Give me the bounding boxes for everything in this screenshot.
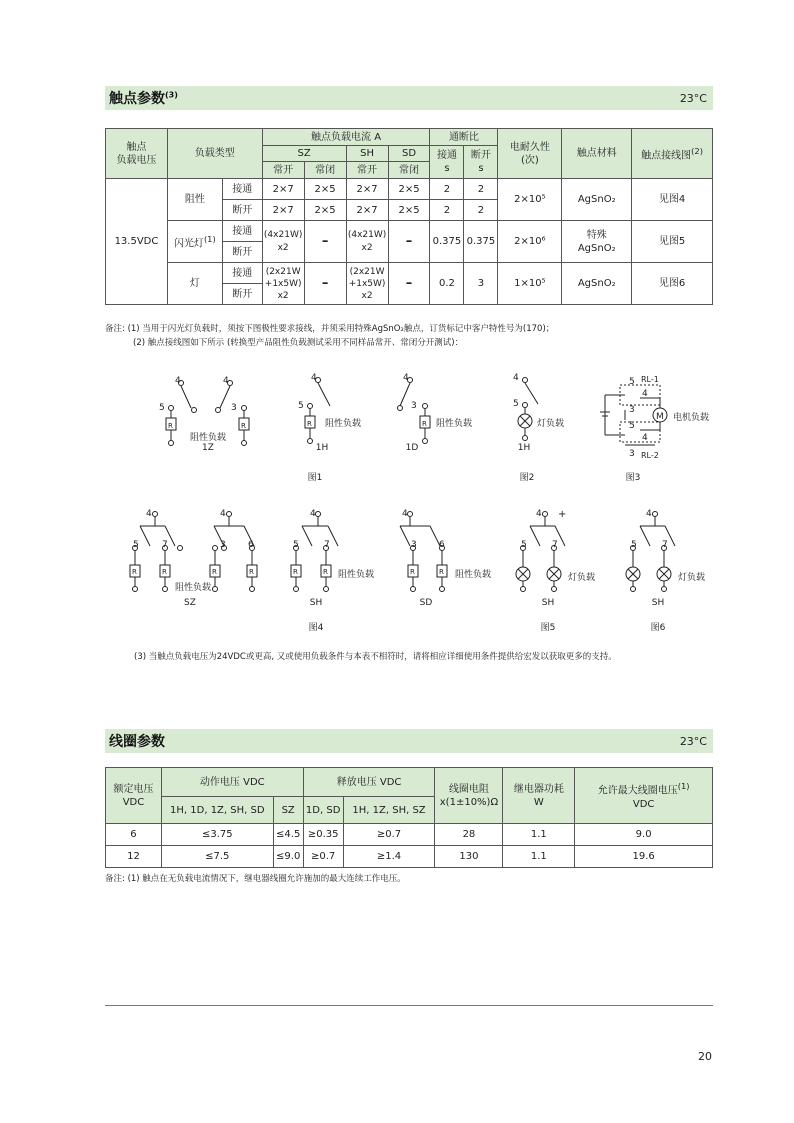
table-row — [106, 824, 713, 846]
coil-hdr-pickup: 动作电压 VDC — [161, 768, 303, 797]
resistor-r: R — [410, 568, 415, 576]
cell-r-fig: 见图4 — [632, 179, 713, 221]
pin-5: 5 — [159, 403, 165, 413]
table-cell: 1.1 — [503, 824, 575, 846]
label-res-load: 阻性负载 — [455, 570, 492, 580]
cell-l-material: AgSnO₂ — [562, 263, 632, 305]
table-cell: 12 — [106, 846, 162, 868]
note-3: (3) 当触点负载电压为24VDC或更高, 又或使用负载条件与本表不相符时，请将相应详细使用条件提供给宏发以获取更多的支持。 — [134, 652, 617, 662]
fig-5: 图5 — [540, 623, 556, 633]
pin-4: 4 — [642, 433, 648, 443]
cell-lamp: 灯 — [167, 263, 222, 305]
coil-hdr-r1: 1D, SD — [303, 797, 343, 824]
diagram-sh-lamp-6 — [626, 512, 675, 592]
cell-l-fig: 见图6 — [632, 263, 713, 305]
hdr-on: 接通 s — [430, 146, 464, 179]
pin-4: 4 — [146, 509, 152, 519]
table-cell: 2×7 — [262, 200, 304, 221]
hdr-material: 触点材料 — [562, 129, 632, 179]
cell-f-endurance: 2×10⁶ — [498, 221, 562, 263]
pin-4: 4 — [402, 509, 408, 519]
table-cell: 6 — [106, 824, 162, 846]
pin-4: 4 — [310, 509, 316, 519]
table-cell: ≥1.4 — [343, 846, 435, 868]
cell-l-sh: (2x21W +1x5W) x2 — [346, 263, 388, 305]
coil-hdr-r2: 1H, 1Z, SH, SZ — [343, 797, 435, 824]
diagram-1h — [305, 378, 330, 444]
pin-4: 4 — [646, 509, 652, 519]
hdr-sh: SH — [346, 146, 388, 162]
resistor-r: R — [439, 568, 444, 576]
table-cell: 2 — [464, 179, 498, 200]
pin-3: 3 — [629, 449, 635, 459]
pin-5: 5 — [513, 399, 519, 409]
fig-6: 图6 — [650, 623, 666, 633]
cell-l-endurance: 1×10⁵ — [498, 263, 562, 305]
hdr-sz: SZ — [262, 146, 346, 162]
cell-dash: – — [388, 263, 430, 305]
pin-3: 3 — [411, 401, 417, 411]
label-res-load: 阻性负载 — [325, 419, 362, 429]
pin-4: 4 — [223, 376, 229, 386]
hdr-off: 断开 s — [464, 146, 498, 179]
cell-dash: – — [304, 263, 346, 305]
cell-make: 接通 — [222, 263, 262, 284]
pin-7: 7 — [324, 540, 330, 550]
label-lamp-load: 灯负载 — [678, 573, 706, 583]
pin-7: 7 — [162, 540, 168, 550]
pin-4: 4 — [513, 373, 519, 383]
diagram-1h-lamp — [518, 378, 538, 441]
cell-voltage: 13.5VDC — [106, 179, 168, 305]
pin-5: 5 — [133, 540, 139, 550]
cell-r-endurance: 2×10⁵ — [498, 179, 562, 221]
note-2: (2) 触点接线图如下所示 (转换型产品阻性负载测试采用不同样品常开、常闭分开测试)： — [133, 338, 464, 348]
coil-table — [105, 767, 713, 868]
cell-l-on: 0.2 — [430, 263, 464, 305]
pin-4: 4 — [311, 373, 317, 383]
resistor-r: R — [422, 420, 427, 428]
table-cell: 130 — [435, 846, 503, 868]
cell-dash: – — [388, 221, 430, 263]
label-rl2: RL-2 — [641, 451, 659, 460]
cell-f-fig: 见图5 — [632, 221, 713, 263]
coil-hdr-power: 继电器功耗 W — [503, 768, 575, 824]
hdr-sz-no: 常开 — [262, 162, 304, 179]
footer-divider — [105, 1005, 713, 1006]
pin-5: 5 — [629, 377, 635, 387]
pin-5: 5 — [298, 401, 304, 411]
table-cell: ≤4.5 — [273, 824, 303, 846]
label-plus: + — [558, 509, 567, 520]
label-rl1: RL-1 — [641, 375, 659, 384]
fig-2: 图2 — [519, 473, 535, 483]
coil-section-title: 线圈参数 — [109, 734, 165, 750]
label-1z: 1Z — [202, 443, 214, 453]
cell-r-material: AgSnO₂ — [562, 179, 632, 221]
label-sd: SD — [419, 598, 433, 608]
cell-flash: 闪光灯$^{(1)}$ — [167, 221, 222, 263]
pin-4: 4 — [220, 509, 226, 519]
pin-6: 6 — [248, 540, 254, 550]
resistor-r: R — [168, 422, 173, 430]
table-cell: 2×5 — [304, 200, 346, 221]
cell-f-off: 0.375 — [464, 221, 498, 263]
hdr-wiring: 触点接线图$^{(2)}$ — [632, 129, 713, 179]
pin-4: 4 — [175, 376, 181, 386]
pin-5: 5 — [629, 421, 635, 431]
resistor-r: R — [241, 422, 246, 430]
table-cell: 1.1 — [503, 846, 575, 868]
resistor-r: R — [293, 568, 298, 576]
fig-3: 图3 — [625, 473, 641, 483]
table-cell: ≤7.5 — [161, 846, 273, 868]
cell-resistive: 阻性 — [167, 179, 222, 221]
table-cell: ≥0.7 — [303, 846, 343, 868]
pin-3: 3 — [629, 405, 635, 415]
pin-5: 5 — [521, 540, 527, 550]
pin-6: 6 — [439, 540, 445, 550]
pin-4: 4 — [536, 509, 542, 519]
cell-f-material: 特殊 AgSnO₂ — [562, 221, 632, 263]
label-sh-5: SH — [541, 598, 555, 608]
cell-f-sh: (4x21W) x2 — [346, 221, 388, 263]
cell-break: 断开 — [222, 200, 262, 221]
table-cell: 2×5 — [388, 179, 430, 200]
coil-hdr-resist: 线圈电阻 x(1±10%)Ω — [435, 768, 503, 824]
contact-section-title: 触点参数$^{(3)}$ — [109, 90, 178, 107]
table-cell: ≥0.7 — [343, 824, 435, 846]
contact-notes — [105, 322, 554, 350]
label-1h-2: 1H — [517, 443, 531, 453]
coil-section-header — [105, 729, 713, 753]
label-sz: SZ — [184, 598, 196, 608]
label-motor-load: 电机负载 — [673, 413, 710, 423]
hdr-ratio: 通断比 — [430, 129, 498, 146]
table-cell: 2 — [430, 200, 464, 221]
label-res-load: 阻性负载 — [436, 419, 473, 429]
hdr-sd: SD — [388, 146, 430, 162]
hdr-load-type: 负载类型 — [167, 129, 262, 179]
hdr-sd-nc: 常闭 — [388, 162, 430, 179]
pin-5: 5 — [631, 540, 637, 550]
cell-f-sz: (4x21W) x2 — [262, 221, 304, 263]
cell-make: 接通 — [222, 179, 262, 200]
table-cell: ≤3.75 — [161, 824, 273, 846]
coil-hdr-p1: 1H, 1D, 1Z, SH, SD — [161, 797, 273, 824]
contact-temp: 23°C — [679, 92, 707, 105]
hdr-sz-nc: 常闭 — [304, 162, 346, 179]
note-1: 备注: (1) 当用于闪光灯负载时，须按下图极性要求接线，并须采用特殊AgSnO₂触点，订货标记中客户特性号为(170)； — [105, 324, 555, 334]
contact-section-header — [105, 86, 713, 110]
hdr-endurance: 电耐久性 (次) — [498, 129, 562, 179]
fig-4: 图4 — [308, 623, 324, 633]
table-cell: 2×7 — [262, 179, 304, 200]
table-cell: 2 — [464, 200, 498, 221]
table-cell: 9.0 — [575, 824, 713, 846]
cell-l-sz: (2x21W +1x5W) x2 — [262, 263, 304, 305]
coil-hdr-max: 允许最大线圈电压$^{(1)}$ VDC — [575, 768, 713, 824]
pin-7: 7 — [552, 540, 558, 550]
resistor-r: R — [212, 568, 217, 576]
hdr-sh-no: 常开 — [346, 162, 388, 179]
cell-make: 接通 — [222, 221, 262, 242]
table-cell: 28 — [435, 824, 503, 846]
diagram-sd — [400, 512, 447, 592]
label-lamp-load: 灯负载 — [537, 419, 565, 429]
page-number: 20 — [698, 1050, 712, 1063]
resistor-r: R — [323, 568, 328, 576]
label-lamp-load: 灯负载 — [568, 573, 596, 583]
table-row — [106, 846, 713, 868]
cell-l-off: 3 — [464, 263, 498, 305]
table-cell: 2×7 — [346, 200, 388, 221]
table-cell: 2×5 — [388, 200, 430, 221]
coil-hdr-release: 释放电压 VDC — [303, 768, 435, 797]
hdr-voltage: 触点 负载电压 — [106, 129, 168, 179]
resistor-r: R — [249, 568, 254, 576]
cell-dash: – — [304, 221, 346, 263]
pin-4: 4 — [403, 373, 409, 383]
label-1d: 1D — [405, 443, 419, 453]
fig-1: 图1 — [307, 473, 323, 483]
coil-hdr-rated: 额定电压 VDC — [106, 768, 162, 824]
coil-hdr-p2: SZ — [273, 797, 303, 824]
diagram-sh — [291, 512, 338, 592]
table-cell: ≥0.35 — [303, 824, 343, 846]
cell-break: 断开 — [222, 242, 262, 263]
contact-table — [105, 128, 713, 305]
label-sh: SH — [309, 598, 323, 608]
pin-5: 5 — [293, 540, 299, 550]
cell-f-on: 0.375 — [430, 221, 464, 263]
pin-7: 7 — [662, 540, 668, 550]
resistor-r: R — [162, 568, 167, 576]
table-cell: ≤9.0 — [273, 846, 303, 868]
table-cell: 2 — [430, 179, 464, 200]
diagram-sh-lamp-5 — [516, 512, 565, 592]
table-cell: 2×7 — [346, 179, 388, 200]
cell-break: 断开 — [222, 284, 262, 305]
pin-4: 4 — [642, 389, 648, 399]
pin-3: 3 — [231, 403, 237, 413]
coil-temp: 23°C — [679, 735, 707, 748]
hdr-current: 触点负载电流 A — [262, 129, 430, 146]
coil-note: 备注: (1) 触点在无负载电流情况下，继电器线圈允许施加的最大连续工作电压。 — [105, 874, 406, 884]
pin-3: 3 — [411, 540, 417, 550]
table-cell: 19.6 — [575, 846, 713, 868]
table-cell: 2×5 — [304, 179, 346, 200]
label-1h: 1H — [315, 443, 329, 453]
label-res-load: 阻性负载 — [190, 433, 227, 443]
pin-3: 3 — [220, 540, 226, 550]
label-res-load: 阻性负载 — [175, 583, 212, 593]
resistor-r: R — [132, 568, 137, 576]
label-res-load: 阻性负载 — [338, 570, 375, 580]
resistor-r: R — [307, 420, 312, 428]
motor-m: M — [656, 412, 664, 422]
label-sh-6: SH — [651, 598, 665, 608]
